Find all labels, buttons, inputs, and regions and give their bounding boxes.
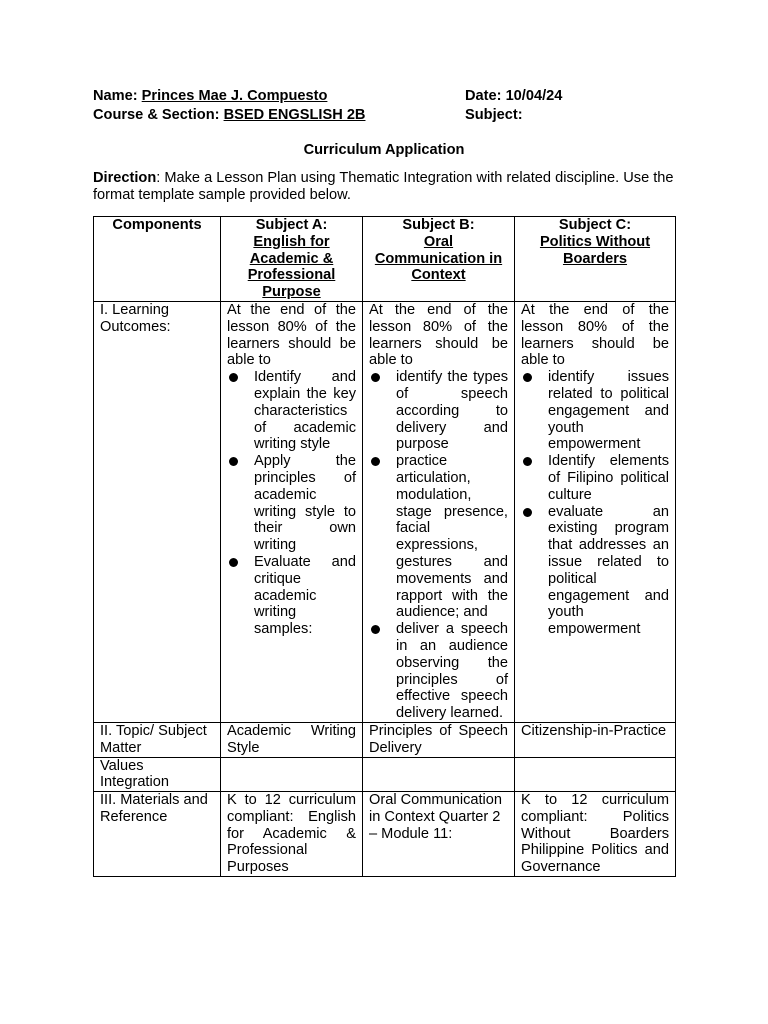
materials-label: III. Materials and Reference [94,792,221,877]
outcomes-subject-b [363,301,515,722]
name-line [93,88,327,105]
list-item: Identify elements of Filipino political culture [521,453,669,503]
list-item: Identify and explain the key characteristics of academic writing style [227,369,356,453]
materials-subject-a: K to 12 curriculum compliant: English for Academic & Professional Purposes [221,792,363,877]
header-subject-b [363,217,515,302]
outcomes-a-intro: At the end of the lesson 80% of the learners should be able to [227,301,356,369]
subject-a-name: English for Academic & Professional Purpose [247,233,336,301]
outcomes-c-list [521,369,669,638]
header-subject-a [221,217,363,302]
header-subject-c [515,217,676,302]
name-value: Princes Mae J. Compuesto [141,88,328,104]
values-subject-c [515,757,676,792]
list-item: Apply the principles of academic writing style to their own writing [227,453,356,554]
list-item: practice articulation, modulation, stage presence, facial expressions, gestures and movements and rapport with the audience; and [369,453,508,621]
table-row [94,722,676,757]
header-components: Components [94,217,221,302]
direction-label: Direction [93,170,157,186]
lesson-plan-table [93,216,676,877]
list-item: identify issues related to political engagement and youth empowerment [521,369,669,453]
table-row [94,792,676,877]
subject-line [465,107,523,124]
course-label: Course & Section: [93,107,220,123]
values-subject-b [363,757,515,792]
subject-c-label: Subject C: [558,217,632,233]
outcomes-subject-c [515,301,676,722]
topic-subject-b: Principles of Speech Delivery [363,722,515,757]
materials-subject-b: Oral Communication in Context Quarter 2 – Module 11: [363,792,515,877]
course-value: BSED ENGSLISH 2B [223,107,366,123]
topic-label: II. Topic/ Subject Matter [94,722,221,757]
outcomes-a-list [227,369,356,638]
outcomes-label: I. Learning Outcomes: [94,301,221,722]
subject-label: Subject: [465,107,523,123]
subject-a-label: Subject A: [255,217,328,233]
direction-paragraph [93,170,693,204]
outcomes-b-intro: At the end of the lesson 80% of the learners should be able to [369,301,508,369]
list-item: deliver a speech in an audience observing the principles of effective speech delivery learned. [369,621,508,722]
list-item: identify the types of speech according to delivery and purpose [369,369,508,453]
table-row [94,301,676,722]
list-item: Evaluate and critique academic writing samples: [227,554,356,638]
date-line [465,88,562,105]
course-line [93,107,365,124]
table-row [94,757,676,792]
name-label: Name: [93,88,138,104]
topic-subject-a: Academic Writing Style [221,722,363,757]
subject-b-label: Subject B: [402,217,475,233]
values-label: Values Integration [94,757,221,792]
subject-c-name: Politics Without Boarders [539,233,651,267]
outcomes-c-intro: At the end of the lesson 80% of the learners should be able to [521,301,669,369]
outcomes-b-list [369,369,508,722]
date-value: 10/04/24 [505,88,563,104]
list-item: evaluate an existing program that addresses an issue related to political engagement and youth empowerment [521,504,669,638]
subject-b-name: Oral Communication in Context [374,233,503,284]
direction-text: : Make a Lesson Plan using Thematic Integration with related discipline. Use the format template sample provided below. [93,170,674,203]
page-title: Curriculum Application [303,142,465,158]
table-header-row [94,217,676,302]
topic-subject-c: Citizenship-in-Practice [515,722,676,757]
values-subject-a [221,757,363,792]
materials-subject-c: K to 12 curriculum compliant: Politics Without Boarders Philippine Politics and Governance [515,792,676,877]
date-label: Date: [465,88,502,104]
outcomes-subject-a [221,301,363,722]
